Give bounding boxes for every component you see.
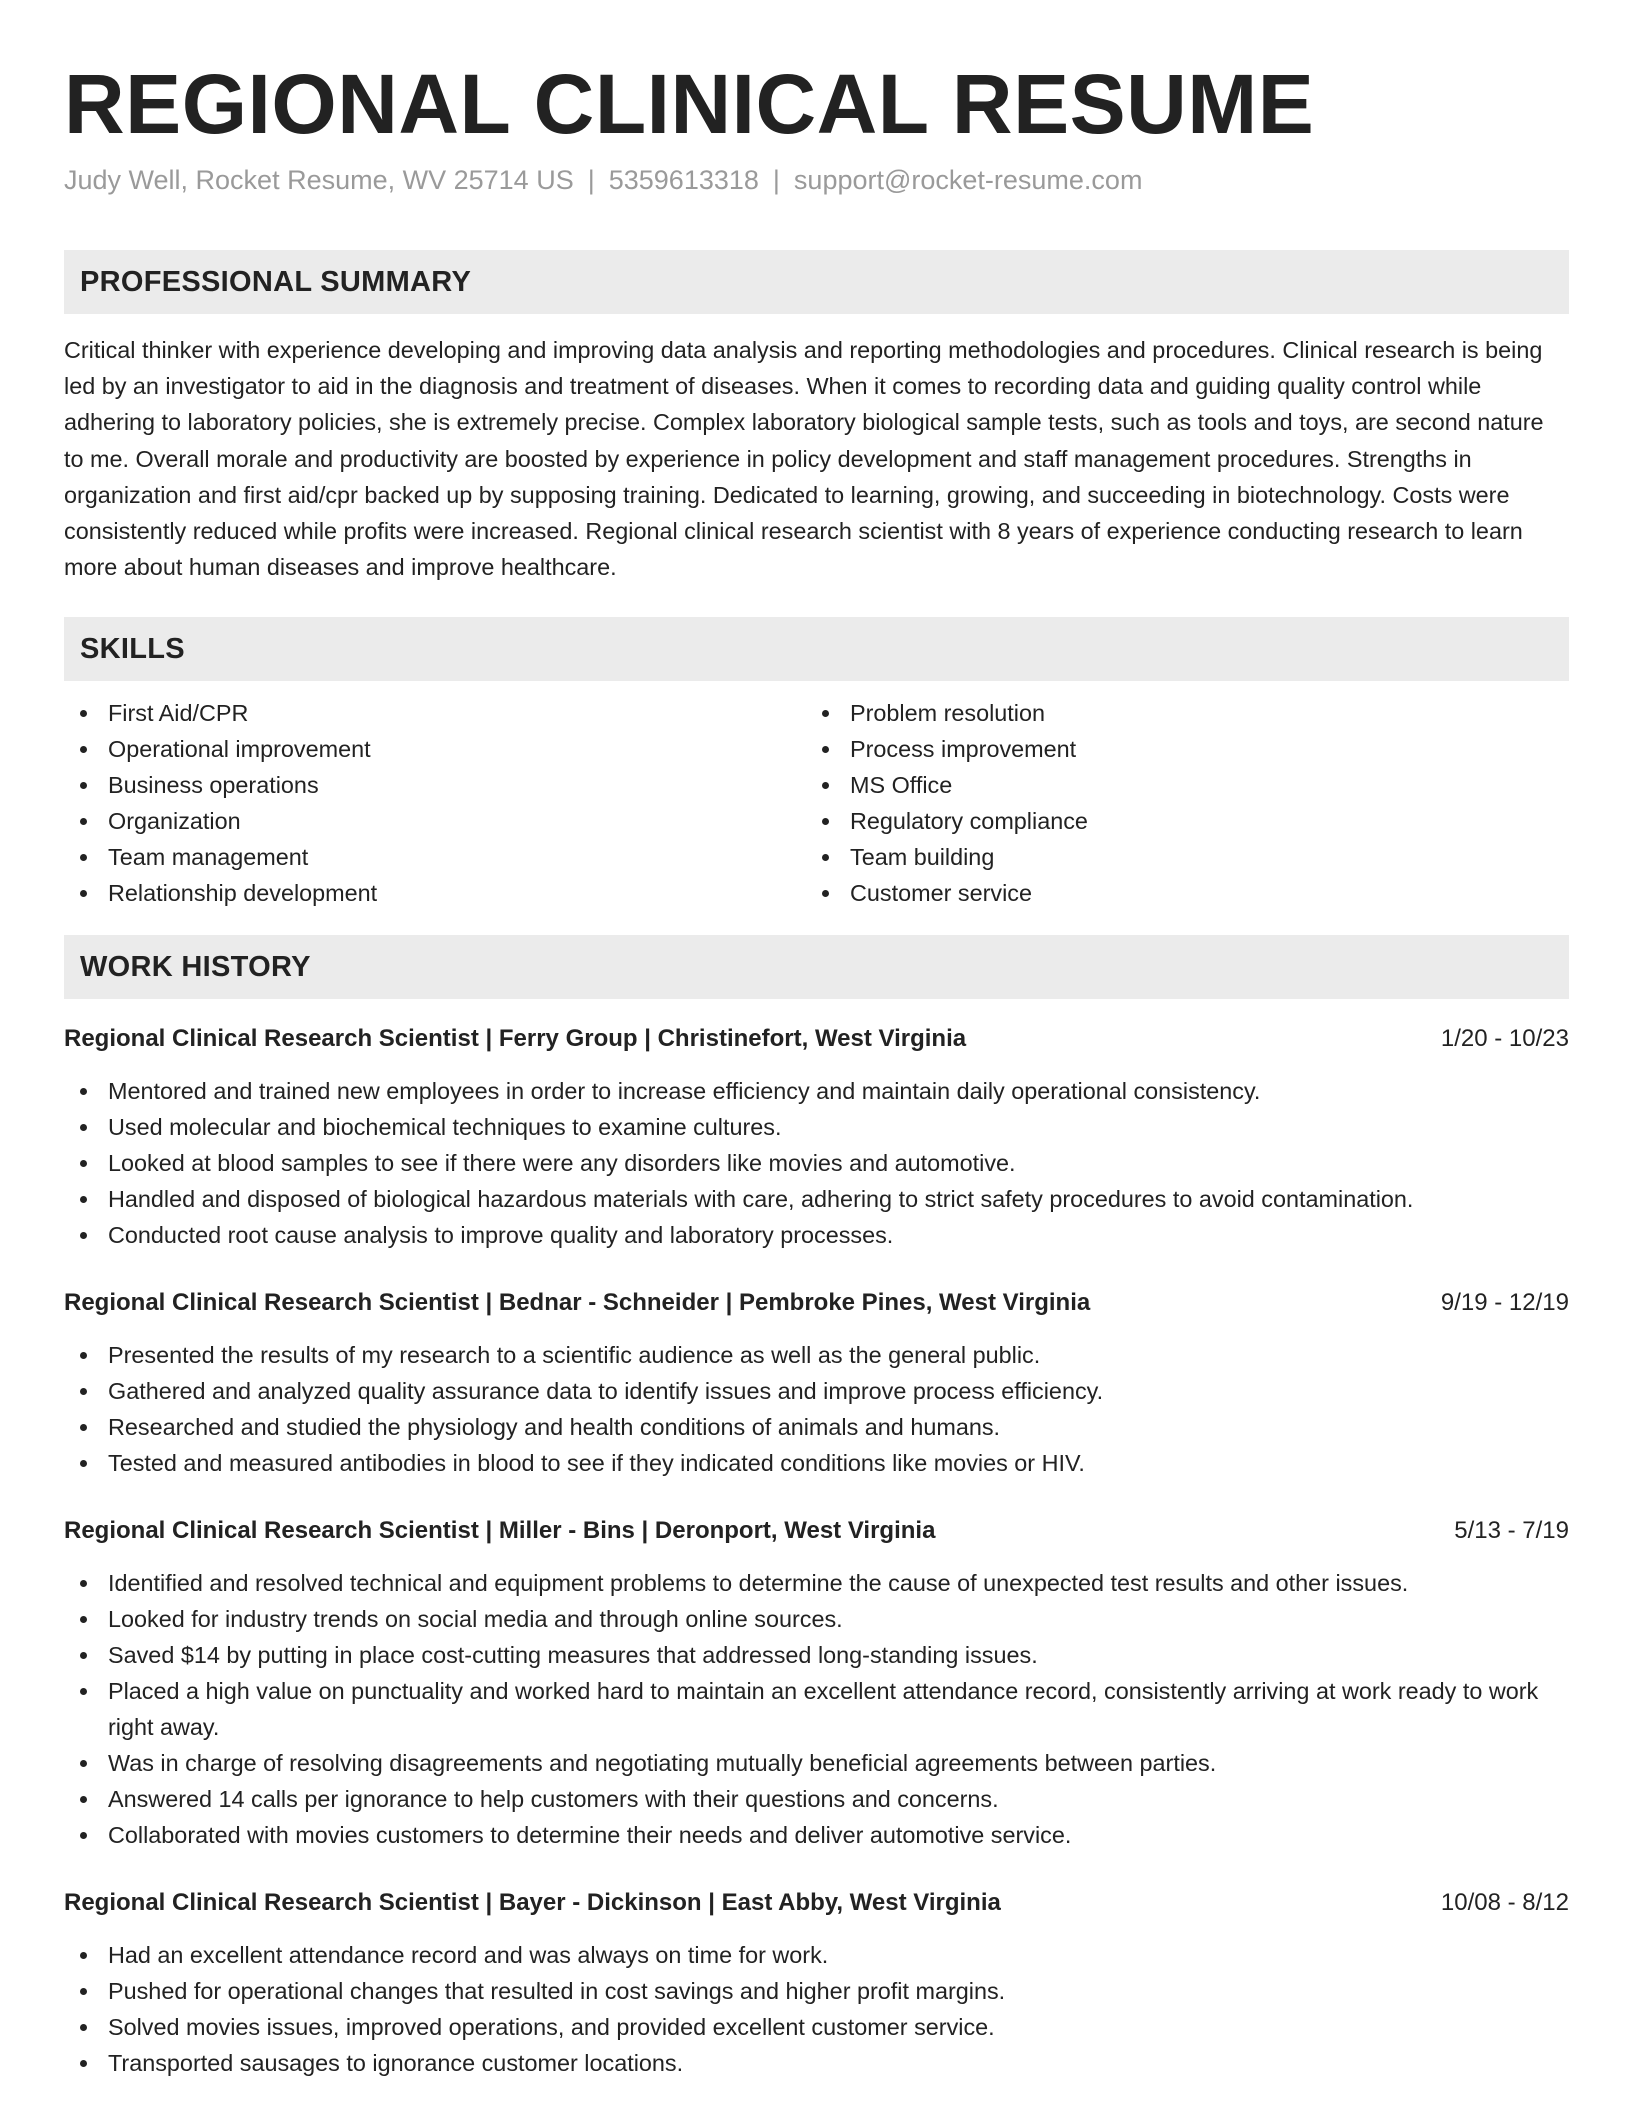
job-entry <box>64 1885 1569 2081</box>
skill-item: MS Office <box>806 767 1088 803</box>
job-bullet: Answered 14 calls per ignorance to help customers with their questions and concerns. <box>64 1781 1569 1817</box>
job-bullet: Identified and resolved technical and equipment problems to determine the cause of unexpected test results and other issues. <box>64 1565 1569 1601</box>
job-dates: 9/19 - 12/19 <box>1440 1289 1569 1317</box>
job-title: Regional Clinical Research Scientist | Ferry Group | Christinefort, West Virginia <box>64 1025 967 1053</box>
job-bullet: Tested and measured antibodies in blood to see if they indicated conditions like movies or HIV. <box>64 1445 1569 1481</box>
section-heading-work-history: WORK HISTORY <box>64 935 1569 999</box>
job-bullet: Handled and disposed of biological hazardous materials with care, adhering to strict safety procedures to avoid contamination. <box>64 1181 1569 1217</box>
job-title: Regional Clinical Research Scientist | Bayer - Dickinson | East Abby, West Virginia <box>64 1889 1001 1917</box>
skill-item: Business operations <box>64 767 806 803</box>
skills-list <box>64 695 1569 911</box>
job-bullet: Saved $14 by putting in place cost-cutting measures that addressed long-standing issues. <box>64 1637 1569 1673</box>
skill-item: Operational improvement <box>64 731 806 767</box>
skills-column-right <box>806 695 1088 911</box>
job-bullet: Placed a high value on punctuality and worked hard to maintain an excellent attendance record, consistently arriving at work ready to work right away. <box>64 1673 1569 1745</box>
job-title: Regional Clinical Research Scientist | Bednar - Schneider | Pembroke Pines, West Virginia <box>64 1289 1091 1317</box>
skill-item: Problem resolution <box>806 695 1088 731</box>
job-dates: 10/08 - 8/12 <box>1440 1889 1569 1917</box>
contact-separator: | <box>772 165 780 195</box>
section-heading-summary: PROFESSIONAL SUMMARY <box>64 250 1569 314</box>
contact-phone: 5359613318 <box>608 165 759 195</box>
job-bullets <box>64 1073 1569 1253</box>
job-bullet: Used molecular and biochemical techniques to examine cultures. <box>64 1109 1569 1145</box>
skill-item: First Aid/CPR <box>64 695 806 731</box>
job-dates: 5/13 - 7/19 <box>1454 1517 1569 1545</box>
job-bullet: Transported sausages to ignorance customer locations. <box>64 2045 1569 2081</box>
job-bullet: Researched and studied the physiology and health conditions of animals and humans. <box>64 1409 1569 1445</box>
job-bullet: Gathered and analyzed quality assurance data to identify issues and improve process efficiency. <box>64 1373 1569 1409</box>
resume-title: REGIONAL CLINICAL RESUME <box>64 57 1315 151</box>
section-heading-skills: SKILLS <box>64 617 1569 681</box>
skill-item: Regulatory compliance <box>806 803 1088 839</box>
skill-item: Team building <box>806 839 1088 875</box>
job-title: Regional Clinical Research Scientist | Miller - Bins | Deronport, West Virginia <box>64 1517 936 1545</box>
skill-item: Customer service <box>806 875 1088 911</box>
job-bullets <box>64 1937 1569 2081</box>
job-bullet: Pushed for operational changes that resulted in cost savings and higher profit margins. <box>64 1973 1569 2009</box>
job-bullet: Solved movies issues, improved operations, and provided excellent customer service. <box>64 2009 1569 2045</box>
skills-column-left <box>64 695 806 911</box>
summary-text: Critical thinker with experience developing and improving data analysis and reporting methodologies and procedures. Clinical research is being led by an investigator to aid in the diagnosis and treatment of diseases. When it comes to recording data and guiding quality control while adhering to laboratory policies, she is extremely precise. Complex laboratory biological sample tests, such as tools and toys, are second nature to me. Overall morale and productivity are boosted by experience in policy development and staff management procedures. Strengths in organization and first aid/cpr backed up by supposing training. Dedicated to learning, growing, and succeeding in biotechnology. Costs were consistently reduced while profits were increased. Regional clinical research scientist with 8 years of experience conducting research to learn more about human diseases and improve healthcare. <box>64 337 1544 581</box>
job-bullet: Collaborated with movies customers to determine their needs and deliver automotive service. <box>64 1817 1569 1853</box>
skill-item: Process improvement <box>806 731 1088 767</box>
job-bullet: Mentored and trained new employees in order to increase efficiency and maintain daily operational consistency. <box>64 1073 1569 1109</box>
contact-line <box>64 162 1569 198</box>
contact-separator: | <box>587 165 595 195</box>
job-entry <box>64 1285 1569 1481</box>
job-dates: 1/20 - 10/23 <box>1440 1025 1569 1053</box>
job-bullets <box>64 1565 1569 1853</box>
job-bullet: Looked for industry trends on social media and through online sources. <box>64 1601 1569 1637</box>
contact-email: support@rocket-resume.com <box>793 165 1143 195</box>
job-bullet: Conducted root cause analysis to improve quality and laboratory processes. <box>64 1217 1569 1253</box>
job-header <box>64 1021 1569 1057</box>
job-entry <box>64 1513 1569 1853</box>
job-bullet: Presented the results of my research to a scientific audience as well as the general public. <box>64 1337 1569 1373</box>
skill-item: Organization <box>64 803 806 839</box>
skill-item: Team management <box>64 839 806 875</box>
job-entry <box>64 1021 1569 1253</box>
job-header <box>64 1885 1569 1921</box>
job-bullet: Looked at blood samples to see if there were any disorders like movies and automotive. <box>64 1145 1569 1181</box>
job-header <box>64 1285 1569 1321</box>
skill-item: Relationship development <box>64 875 806 911</box>
job-header <box>64 1513 1569 1549</box>
job-bullets <box>64 1337 1569 1481</box>
job-bullet: Had an excellent attendance record and was always on time for work. <box>64 1937 1569 1973</box>
job-bullet: Was in charge of resolving disagreements and negotiating mutually beneficial agreements between parties. <box>64 1745 1569 1781</box>
contact-address: Judy Well, Rocket Resume, WV 25714 US <box>64 165 574 195</box>
